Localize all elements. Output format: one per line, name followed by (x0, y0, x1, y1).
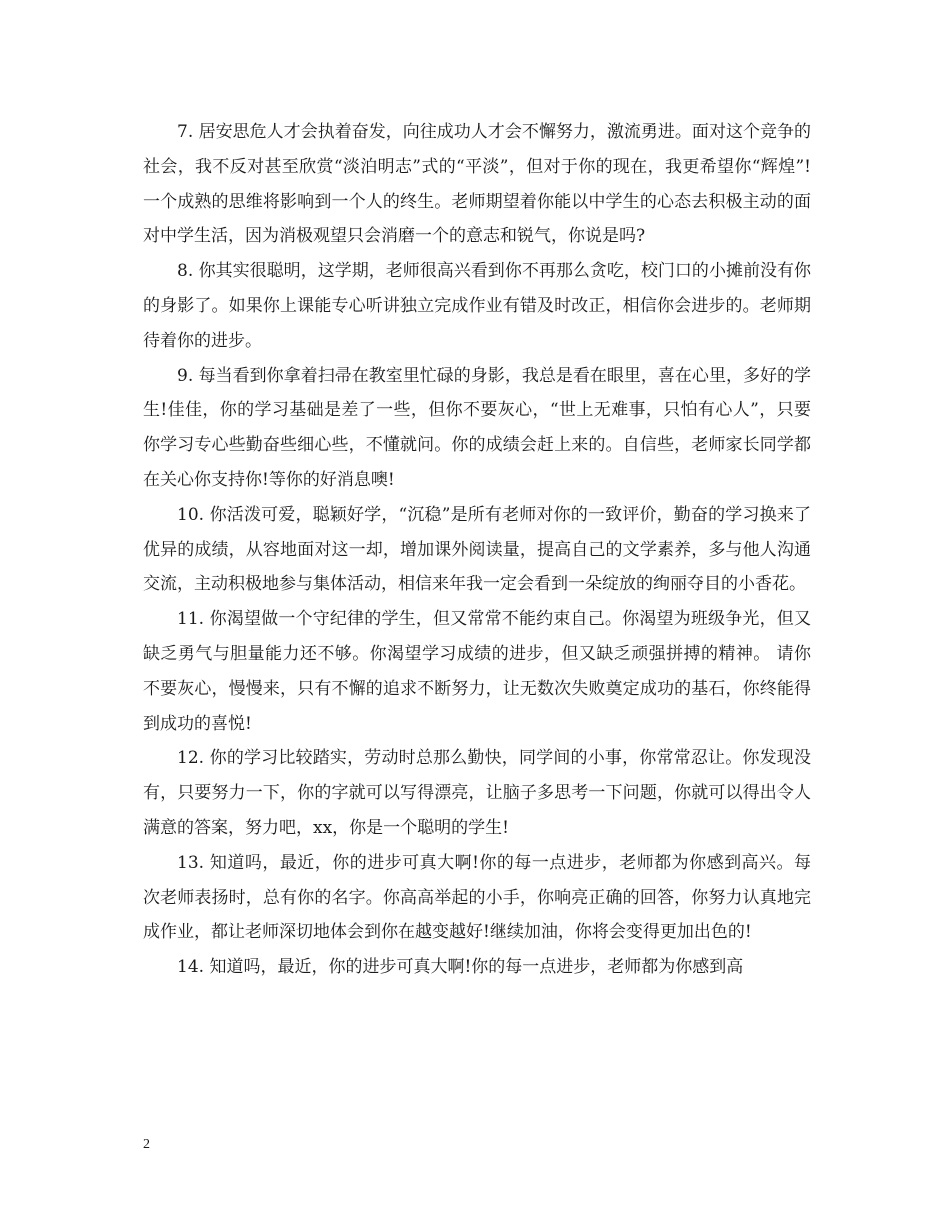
paragraph-14: 14. 知道吗，最近，你的进步可真大啊!你的每一点进步，老师都为你感到高 (177, 957, 744, 978)
paragraph-7: 7. 居安思危人才会执着奋发，向往成功人才会不懈努力，激流勇进。面对这个竞争的社会，我不反对甚至欣赏“淡泊明志”式的“平淡”，但对于你的现在，我更希望你“辉煌”!一个成熟的思维将影响到一个人的终生。老师期望着你能以中学生的心态去积极主动的面对中学生活，因为消极观望只会消磨一个的意志和锐气，你说是吗? (143, 122, 811, 247)
paragraph-13: 13. 知道吗，最近，你的进步可真大啊!你的每一点进步，老师都为你感到高兴。每次老师表扬时，总有你的名字。你高高举起的小手，你响亮正确的回答，你努力认真地完成作业，都让老师深切地体会到你在越变越好!继续加油，你将会变得更加出色的! (143, 852, 811, 943)
paragraph-9: 9. 每当看到你拿着扫帚在教室里忙碌的身影，我总是看在眼里，喜在心里，多好的学生!佳佳，你的学习基础是差了一些，但你不要灰心，“世上无难事，只怕有心人”，只要你学习专心些勤奋些细心些，不懂就问。你的成绩会赶上来的。自信些，老师家长同学都在关心你支持你!等你的好消息噢! (143, 365, 811, 490)
page-number: 2 (143, 1137, 150, 1152)
paragraph-12: 12. 你的学习比较踏实，劳动时总那么勤快，同学间的小事，你常常忍让。你发现没有，只要努力一下，你的字就可以写得漂亮，让脑子多思考一下问题，你就可以得出令人满意的答案，努力吧，xx，你是一个聪明的学生! (143, 748, 811, 838)
document-body (143, 115, 811, 985)
paragraph-11: 11. 你渴望做一个守纪律的学生，但又常常不能约束自己。你渴望为班级争光，但又缺乏勇气与胆量能力还不够。你渴望学习成绩的进步，但又缺乏顽强拼搏的精神。 请你不要灰心，慢慢来，只有不懈的追求不断努力，让无数次失败奠定成功的基石，你终能得到成功的喜悦! (143, 609, 811, 734)
paragraph-10: 10. 你活泼可爱，聪颖好学，“沉稳”是所有老师对你的一致评价，勤奋的学习换来了优异的成绩，从容地面对这一却，增加课外阅读量，提高自己的文学素养，多与他人沟通交流，主动积极地参与集体活动，相信来年我一定会看到一朵绽放的绚丽夺目的小香花。 (143, 504, 811, 595)
paragraph-8: 8. 你其实很聪明，这学期，老师很高兴看到你不再那么贪吃，校门口的小摊前没有你的身影了。如果你上课能专心听讲独立完成作业有错及时改正，相信你会进步的。老师期待着你的进步。 (143, 261, 811, 351)
